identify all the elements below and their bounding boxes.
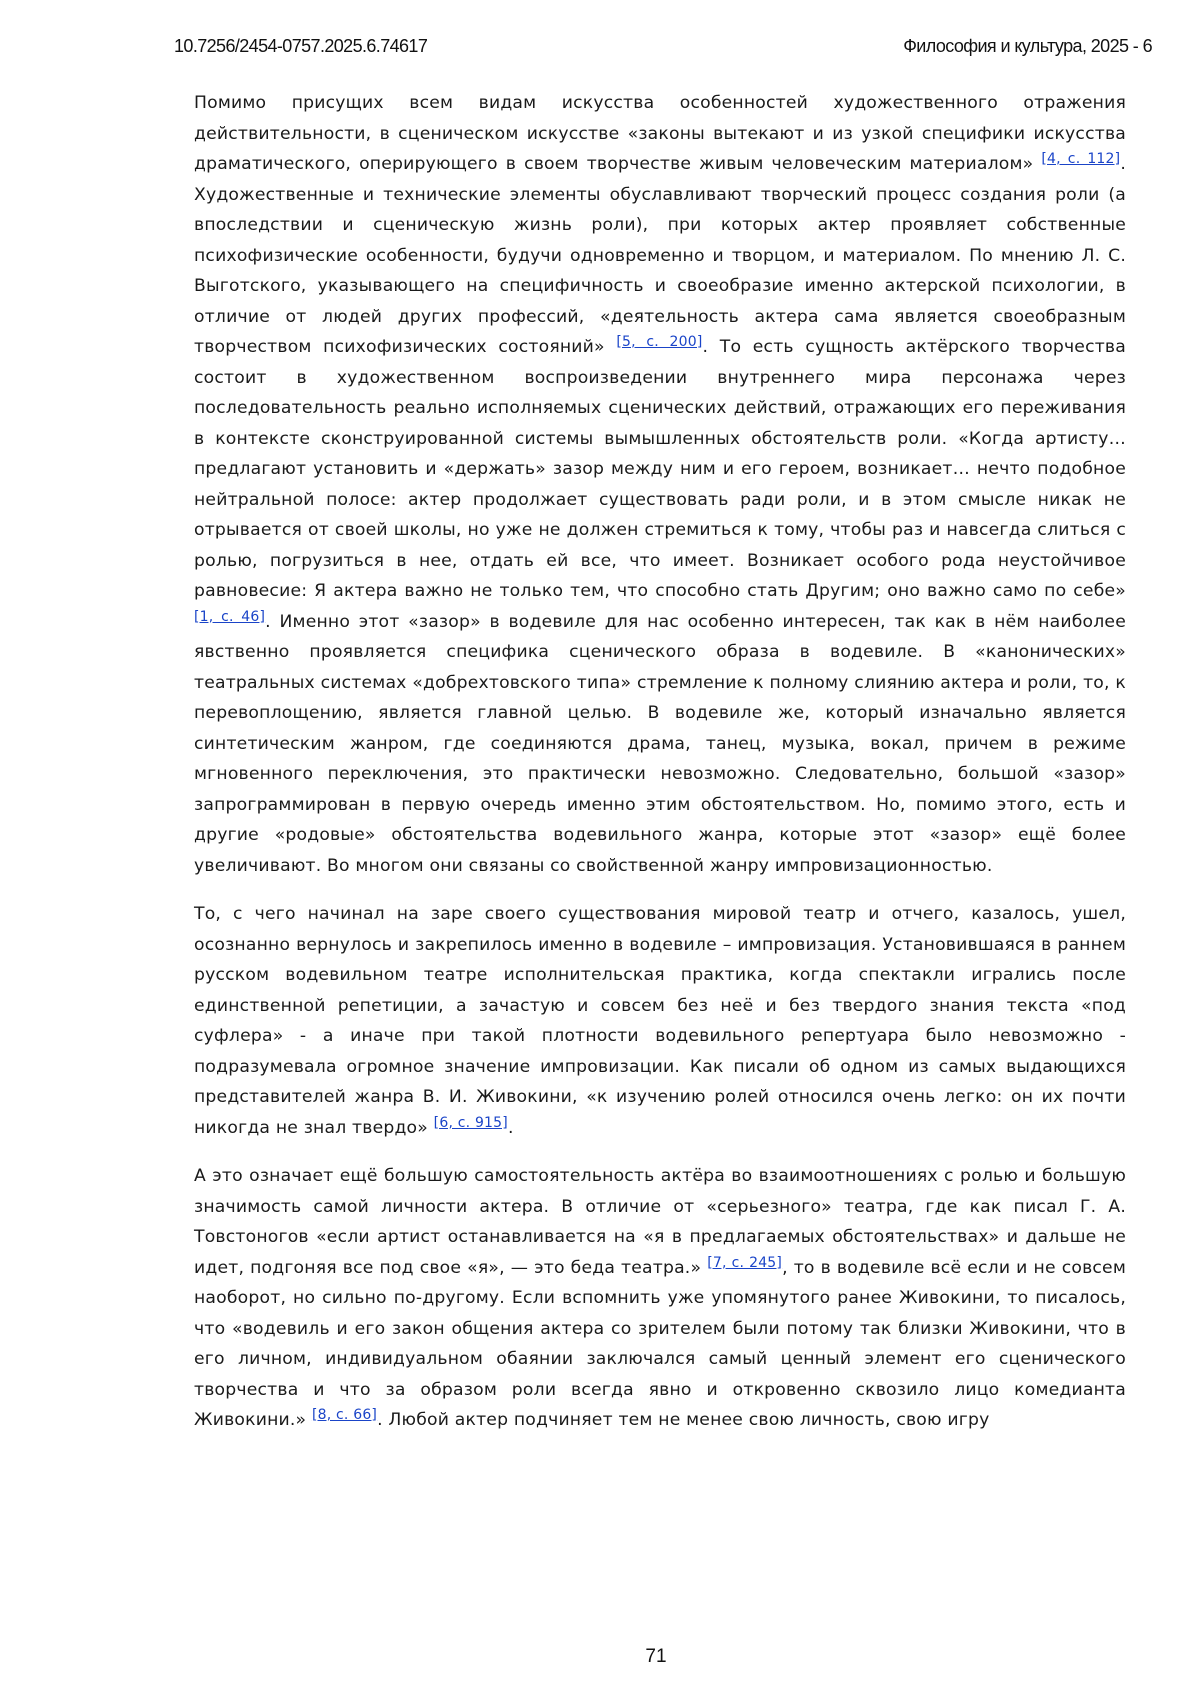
doi-label: 10.7256/2454-0757.2025.6.74617: [174, 36, 428, 56]
journal-label: Философия и культура, 2025 - 6: [903, 36, 1152, 56]
article-body: [194, 88, 1126, 1454]
page-number: 71: [645, 1646, 667, 1667]
citation-link[interactable]: [1, с. 46]: [194, 608, 266, 625]
citation-link[interactable]: [7, с. 245]: [707, 1254, 783, 1271]
citation-link[interactable]: [5, с. 200]: [616, 334, 703, 350]
paragraph-3: А это означает ещё большую самостоятельность актёра во взаимоотношениях с ролью и большую значимость самой личности актера. В отличие от «серьезного» театра, где как писал Г. А. Товстоногов «если артист останавливается на «я в предлагаемых обстоятельствах» и дальше не идет, подгоняя все под свое «я», — это беда театра.» [7, с. 245], то в водевиле всё если и не совсем наоборот, но сильно по-другому. Если вспомнить уже упомянутого ранее Живокини, то писалось, что «водевиль и его закон общения актера со зрителем были потому так близки Живокини, что в его личном, индивидуальном обаянии заключался самый ценный элемент его сценического творчества и что за образом роли всегда явно и откровенно сквозило лицо комедианта Живокини.» [8, с. 66]. Любой актер подчиняет тем не менее свою личность, свою игру: [194, 1166, 1126, 1430]
paragraph-2: То, с чего начинал на заре своего существования мировой театр и отчего, казалось, ушел, осознанно вернулось и закрепилось именно в водевиле – импровизация. Установившаяся в раннем русском водевильном театре исполнительская практика, когда спектакли игрались после единственной репетиции, а зачастую и совсем без неё и без твердого знания текста «под суфлера» - а иначе при такой плотности водевильного репертуара было невозможно - подразумевала огромное значение импровизации. Как писали об одном из самых выдающихся представителей жанра В. И. Живокини, «к изучению ролей относился очень легко: он их почти никогда не знал твердо» [6, с. 915].: [194, 904, 1126, 1138]
citation-link[interactable]: [4, с. 112]: [1041, 151, 1121, 167]
paragraph-1: Помимо присущих всем видам искусства особенностей художественного отражения действительности, в сценическом искусстве «законы вытекают и из узкой специфики искусства драматического, оперирующего в своем творчестве живым человеческим материалом» [4, с. 112]. Художественные и технические элементы обуславливают творческий процесс создания роли (а впоследствии и сценическую жизнь роли), при которых актер проявляет собственные психофизические особенности, будучи одновременно и творцом, и материалом. По мнению Л. С. Выготского, указывающего на специфичность и своеобразие именно актерской психологии, в отличие от людей других профессий, «деятельность актера сама является своеобразным творчеством психофизических состояний» [5, с. 200]. То есть сущность актёрского творчества состоит в художественном воспроизведении внутреннего мира персонажа через последовательность реально исполняемых сценических действий, отражающих его переживания в контексте сконструированной системы вымышленных обстоятельств роли. «Когда артисту… предлагают установить и «держать» зазор между ним и его героем, возникает… нечто подобное нейтральной полосе: актер продолжает существовать ради роли, и в этом смысле никак не отрывается от своей школы, но уже не должен стремиться к тому, чтобы раз и навсегда слиться с ролью, погрузиться в нее, отдать ей все, что имеет. Возникает особого рода неустойчивое равновесие: Я актера важно не только тем, что способно стать Другим; оно важно само по себе» [1, с. 46]. Именно этот «зазор» в водевиле для нас особенно интересен, так как в нём наиболее явственно проявляется специфика сценического образа в водевиле. В «канонических» театральных системах «добрехтовского типа» стремление к полному слиянию актера и роли, то, к перевоплощению, является главной целью. В водевиле же, который изначально является синтетическим жанром, где соединяются драма, танец, музыка, вокал, причем в режиме мгновенного переключения, это практически невозможно. Следовательно, большой «зазор» запрограммирован в первую очередь именно этим обстоятельством. Но, помимо этого, есть и другие «родовые» обстоятельства водевильного жанра, которые этот «зазор» ещё более увеличивают. Во многом они связаны со свойственной жанру импровизационностью.: [194, 93, 1126, 876]
citation-link[interactable]: [6, с. 915]: [433, 1114, 508, 1131]
citation-link[interactable]: [8, с. 66]: [311, 1407, 378, 1423]
page-header: [174, 36, 1152, 57]
